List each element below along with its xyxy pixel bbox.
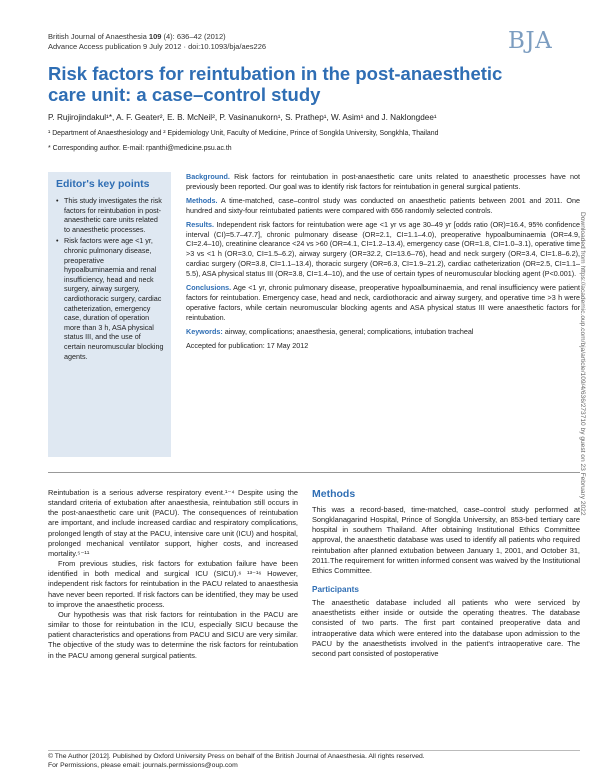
participants-heading: Participants — [312, 585, 359, 595]
abstract-conclusions: Conclusions. Age <1 yr, chronic pulmonary disease, preoperative hypoalbuminaemia, and renal insufficiency were patient factors for reintubation. Emergency case, head and neck, cardiothoracic and airway surgery, and operative time >3 h were operative factors, while certain neuromuscular blocking agents and ASA physical status III were anaesthetic factors for reintubation. — [186, 283, 580, 322]
corresponding-author: * Corresponding author. E-mail: rpanthi@medicine.psu.ac.th — [48, 145, 232, 152]
download-note: Downloaded from https://academic.oup.com/bja/article/109/4/636/273710 by guest on 23 February 2022 — [579, 212, 586, 516]
advance-access-line: Advance Access publication 9 July 2012 · doi:10.1093/bja/aes226 — [48, 42, 267, 51]
intro-paragraph: Our hypothesis was that risk factors for reintubation in the PACU are similar to those for reintubation in the ICU, especially SICU because the patient characteristics and operations from PACU and SICU are very similar. The objective of the study was to determine the risk factors for reintubation in the PACU among general surgical patients. — [48, 609, 298, 660]
abstract-results: Results. Independent risk factors for reintubation were age <1 yr vs age 30–49 yr [odds ratio (OR)=16.4, 95% confidence interval (CI)=5.7–47.7], chronic pulmonary disease (OR=2.1, CI=1.1–4.0), preoperative hypoalbuminaemia (OR=4.9, CI=2.4–10), creatinine clearance <24 vs >60 (OR=4.1, CI=1.2–13.4), emergency case (OR=1.8, CI=1.0–3.1), operative time >3 vs <1 h (OR=3.0, CI=1.5–6.2), airway surgery (OR=32.2, CI=13.6–76), head and neck surgery (OR=3.4, CI=1.8–6.2), cardiac surgery (OR=3.8, CI=1.1–13.4), thoracic surgery (OR=6.3, CI=1.9–21.2), cardiac catheterization (OR=2.5, CI=1.1–5.5), ASA physical status III (OR=3.8, CI=1.4–10), and the use of certain types of neuromuscular blocking agent (P<0.001). — [186, 219, 580, 279]
abstract-methods: Methods. A time-matched, case–control study was conducted on anaesthetic patients between 2001 and 2011. One hundred and sixty-four reintubated patients were compared with 656 randomly selected controls. — [186, 195, 580, 215]
affiliations: ¹ Department of Anaesthesiology and ² Epidemiology Unit, Faculty of Medicine, Prince of Songkla University, Songkhla, Thailand — [48, 130, 439, 137]
methods-paragraph: This was a record-based, time-matched, case–control study performed at Songklanagarind Hospital, Prince of Songkla University, an 853-bed tertiary care hospital in southern Thailand. After obtaining Institutional Ethics Committee approval, the anaesthetic database was used to identify all patients who required reintubation after planned extubation between January 1, 2001, and October 31, 2011.The requirement for written informed consent was waived by the Institutional Ethics Committee. — [312, 505, 580, 575]
abstract — [186, 172, 580, 355]
introduction-column — [48, 488, 298, 661]
participants-paragraph: The anaesthetic database included all patients who were serviced by anaesthetists either inside or outside the operating theatres. The database consisted of two parts. The first part contained preoperative data and intraoperative data which were entered into the database upon admission to the PACU by the anaesthetists involved in the patient's intraoperative care. The second part consisted of postoperative — [312, 598, 580, 658]
key-points-list — [56, 196, 164, 361]
page-footer — [48, 752, 580, 771]
footer-divider — [48, 750, 580, 751]
bullet-icon: • — [56, 196, 59, 205]
bullet-icon: • — [56, 236, 59, 246]
methods-column — [312, 488, 580, 659]
permissions-notice: For Permissions, please email: journals.permissions@oup.com — [48, 762, 238, 770]
article-title: Risk factors for reintubation in the post-anaesthetic care unit: a case–control study — [48, 63, 503, 105]
download-watermark — [580, 212, 592, 592]
bja-logo: BJA — [508, 28, 553, 54]
accepted-date: Accepted for publication: 17 May 2012 — [186, 340, 309, 350]
journal-volume-line: British Journal of Anaesthesia 109 (4): 636–42 (2012) — [48, 32, 226, 41]
intro-paragraph: From previous studies, risk factors for extubation failure have been identified in both medical and surgical ICU (SICU).⁶ ¹³⁻¹⁶ However, independent risk factors for reintubation in the PACU related to anaesthesia have never been reported. If risk factors can be identified, they may be used to improve the anaesthetic process. — [48, 559, 298, 609]
intro-paragraph: Reintubation is a serious adverse respiratory event.¹⁻⁴ Despite using the standard criteria of extubation after anaesthesia, reintubation still occurs in the post-anaesthetic care unit (PACU). The consequences of reintubation are important, and include increased cardiac and respiratory complications, prolonged length of stay at the PACU, intensive care unit (ICU) and hospital, prolonged mechanical ventilator support, higher costs, and increased mortality.⁵⁻¹¹ — [48, 488, 298, 558]
section-divider — [48, 472, 580, 473]
methods-heading: Methods — [312, 488, 356, 500]
key-points-heading: Editor's key points — [56, 178, 150, 190]
journal-citation — [48, 32, 266, 52]
key-point-item: • This study investigates the risk factors for reintubation in post-anaesthetic care units related to anaesthetic processes. — [56, 196, 162, 234]
key-point-item: • Risk factors were age <1 yr, chronic pulmonary disease, preoperative hypoalbuminaemia and renal insufficiency, head and neck surgery, airway surgery, cardiothoracic surgery, cardiac catheterization, emergency case, duration of operation more than 3 h, ASA physical status III, and the use of certain neuromuscular blocking agents. — [56, 236, 164, 361]
editors-key-points-box — [48, 172, 171, 457]
abstract-background: Background. Risk factors for reintubation in post-anaesthetic care units related to anaesthetic processes have not previously been reported. Our goal was to identify risk factors for reintubation in general surgical patients. — [186, 172, 580, 191]
abstract-keywords: Keywords: airway, complications; anaesthesia, general; complications, intubation tracheal — [186, 326, 474, 336]
copyright-notice: © The Author [2012]. Published by Oxford University Press on behalf of the British Journal of Anaesthesia. All rights reserved. — [48, 753, 425, 760]
author-list: P. Rujirojindakul¹*, A. F. Geater², E. B. McNeil², P. Vasinanukorn¹, S. Prathep¹, W. Asim¹ and J. Naklongdee¹ — [48, 113, 437, 122]
